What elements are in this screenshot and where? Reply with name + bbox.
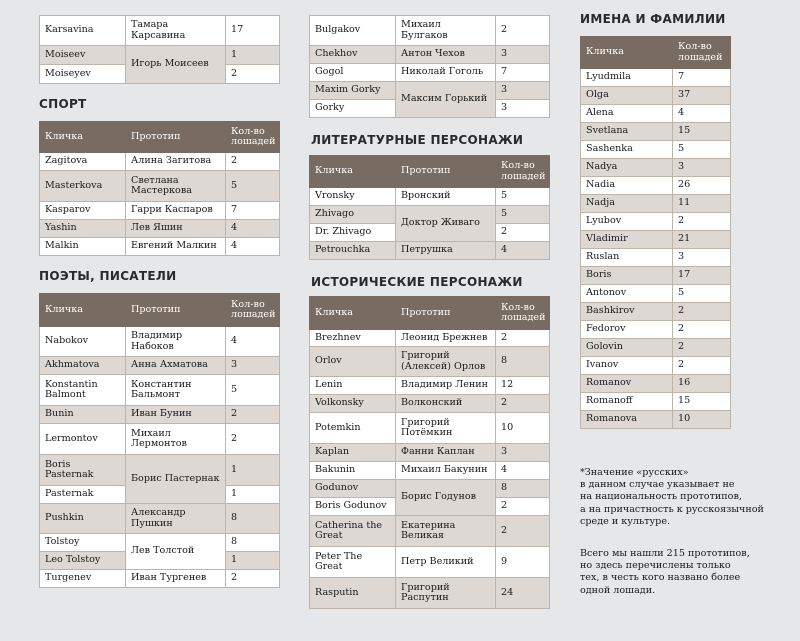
name-cell: Bakunin — [310, 462, 396, 480]
proto-cell: Анна Ахматова — [126, 357, 226, 375]
name-cell: Boris — [581, 267, 673, 285]
table-row — [581, 285, 731, 303]
count-cell: 3 — [496, 46, 550, 64]
proto-cell: Вронский — [396, 188, 496, 206]
count-cell: 10 — [496, 413, 550, 444]
proto-cell: Светлана Мастеркова — [126, 171, 226, 202]
count-cell: 2 — [226, 424, 280, 455]
name-cell: Lermontov — [40, 424, 126, 455]
proto-cell: Григорий (Алексей) Орлов — [396, 347, 496, 377]
count-cell: 4 — [496, 462, 550, 480]
name-cell: Potemkin — [310, 413, 396, 444]
count-cell: 5 — [226, 171, 280, 202]
name-cell: Nadya — [581, 159, 673, 177]
table-row — [310, 377, 550, 395]
header-proto: Прототип — [396, 156, 496, 188]
table-row — [310, 242, 550, 260]
proto-cell: Доктор Живаго — [396, 206, 496, 242]
name-cell: Karsavina — [40, 16, 126, 46]
header-name: Кличка — [310, 297, 396, 330]
mid-top-table — [309, 15, 550, 118]
count-cell: 24 — [496, 578, 550, 609]
historic-table — [309, 296, 550, 609]
name-cell: Lyudmila — [581, 69, 673, 87]
header-count: Кол-во лошадей — [673, 37, 731, 69]
name-cell: Lenin — [310, 377, 396, 395]
count-cell: 5 — [496, 206, 550, 224]
name-cell: Bulgakov — [310, 16, 396, 46]
table-row — [581, 105, 731, 123]
name-cell: Godunov — [310, 480, 396, 498]
proto-cell: Михаил Булгаков — [396, 16, 496, 46]
count-cell: 16 — [673, 375, 731, 393]
name-cell: Svetlana — [581, 123, 673, 141]
proto-cell: Тамара Карсавина — [126, 16, 226, 46]
count-cell: 2 — [496, 224, 550, 242]
count-cell: 7 — [226, 202, 280, 220]
name-cell: Masterkova — [40, 171, 126, 202]
table-row — [310, 516, 550, 547]
poets-table — [39, 293, 280, 588]
count-cell: 8 — [496, 480, 550, 498]
table-row — [310, 347, 550, 377]
table-row — [40, 375, 280, 406]
table-row — [40, 202, 280, 220]
name-cell: Nadja — [581, 195, 673, 213]
proto-cell: Петр Великий — [396, 547, 496, 578]
top-left-table — [39, 15, 280, 84]
count-cell: 37 — [673, 87, 731, 105]
header-row — [581, 37, 731, 69]
proto-cell: Михаил Бакунин — [396, 462, 496, 480]
table-row — [581, 159, 731, 177]
count-cell: 4 — [226, 327, 280, 357]
table-row — [581, 339, 731, 357]
table-row — [310, 462, 550, 480]
count-cell: 2 — [673, 321, 731, 339]
footnote: *Значение «русских» в данном случае указывает не на национальность прототипов, а на причастность к русскоязычной среде и культуре. — [580, 467, 764, 527]
name-cell: Nabokov — [40, 327, 126, 357]
table-row — [310, 480, 550, 498]
table-row — [40, 220, 280, 238]
header-proto: Прототип — [126, 122, 226, 153]
table-row — [40, 171, 280, 202]
name-cell: Pushkin — [40, 504, 126, 534]
count-cell: 1 — [226, 46, 280, 65]
proto-cell: Лев Яшин — [126, 220, 226, 238]
name-cell: Romanov — [581, 375, 673, 393]
header-name: Кличка — [310, 156, 396, 188]
name-cell: Golovin — [581, 339, 673, 357]
name-cell: Nadia — [581, 177, 673, 195]
count-cell: 4 — [496, 242, 550, 260]
table-row — [581, 231, 731, 249]
table-row — [310, 206, 550, 224]
count-cell: 17 — [226, 16, 280, 46]
table-row — [310, 82, 550, 100]
table-row — [40, 327, 280, 357]
table-row — [310, 64, 550, 82]
name-cell: Volkonsky — [310, 395, 396, 413]
proto-cell: Михаил Лермонтов — [126, 424, 226, 455]
name-cell: Fedorov — [581, 321, 673, 339]
header-row — [40, 294, 280, 327]
section-title-literary: ЛИТЕРАТУРНЫЕ ПЕРСОНАЖИ — [311, 133, 524, 147]
section-title-poets: ПОЭТЫ, ПИСАТЕЛИ — [39, 269, 177, 283]
proto-cell: Борис Пастернак — [126, 455, 226, 504]
count-cell: 2 — [496, 498, 550, 516]
header-count: Кол-во лошадей — [496, 297, 550, 330]
header-count: Кол-во лошадей — [496, 156, 550, 188]
header-name: Кличка — [40, 294, 126, 327]
name-cell: Orlov — [310, 347, 396, 377]
count-cell: 2 — [673, 339, 731, 357]
table-row — [40, 504, 280, 534]
name-cell: Peter The Great — [310, 547, 396, 578]
table-row — [40, 153, 280, 171]
name-cell: Moiseyev — [40, 65, 126, 84]
count-cell: 17 — [673, 267, 731, 285]
name-cell: Ruslan — [581, 249, 673, 267]
count-cell: 1 — [226, 486, 280, 504]
table-row — [40, 424, 280, 455]
count-cell: 3 — [673, 249, 731, 267]
proto-cell: Григорий Распутин — [396, 578, 496, 609]
table-row — [310, 444, 550, 462]
name-cell: Chekhov — [310, 46, 396, 64]
table-row — [581, 375, 731, 393]
count-cell: 26 — [673, 177, 731, 195]
name-cell: Bashkirov — [581, 303, 673, 321]
table-row — [581, 141, 731, 159]
count-cell: 8 — [226, 534, 280, 552]
name-cell: Vronsky — [310, 188, 396, 206]
name-cell: Malkin — [40, 238, 126, 256]
proto-cell: Волконский — [396, 395, 496, 413]
table-row — [40, 570, 280, 588]
proto-cell: Леонид Брежнев — [396, 330, 496, 347]
count-cell: 10 — [673, 411, 731, 429]
count-cell: 15 — [673, 123, 731, 141]
proto-cell: Александр Пушкин — [126, 504, 226, 534]
name-cell: Leo Tolstoy — [40, 552, 126, 570]
name-cell: Tolstoy — [40, 534, 126, 552]
name-cell: Moiseev — [40, 46, 126, 65]
table-row — [581, 267, 731, 285]
name-cell: Pasternak — [40, 486, 126, 504]
proto-cell: Евгений Малкин — [126, 238, 226, 256]
name-cell: Brezhnev — [310, 330, 396, 347]
proto-cell: Владимир Ленин — [396, 377, 496, 395]
table-row — [40, 534, 280, 552]
table-row — [310, 395, 550, 413]
count-cell: 2 — [673, 213, 731, 231]
name-cell: Olga — [581, 87, 673, 105]
names-table — [580, 36, 731, 429]
table-row — [581, 123, 731, 141]
name-cell: Bunin — [40, 406, 126, 424]
table-row — [310, 330, 550, 347]
count-cell: 9 — [496, 547, 550, 578]
section-title-sport: СПОРТ — [39, 97, 87, 111]
name-cell: Dr. Zhivago — [310, 224, 396, 242]
name-cell: Konstantin Balmont — [40, 375, 126, 406]
count-cell: 2 — [226, 153, 280, 171]
table-row — [40, 238, 280, 256]
count-cell: 2 — [673, 303, 731, 321]
header-row — [310, 156, 550, 188]
name-cell: Maxim Gorky — [310, 82, 396, 100]
proto-cell: Гарри Каспаров — [126, 202, 226, 220]
count-cell: 5 — [673, 141, 731, 159]
table-row — [581, 357, 731, 375]
count-cell: 7 — [673, 69, 731, 87]
header-proto: Прототип — [396, 297, 496, 330]
header-proto: Прототип — [126, 294, 226, 327]
name-cell: Kaplan — [310, 444, 396, 462]
header-name: Кличка — [40, 122, 126, 153]
name-cell: Zhivago — [310, 206, 396, 224]
count-cell: 3 — [496, 100, 550, 118]
table-row — [581, 213, 731, 231]
table-row — [310, 547, 550, 578]
name-cell: Romanova — [581, 411, 673, 429]
count-cell: 2 — [496, 16, 550, 46]
count-cell: 2 — [496, 395, 550, 413]
header-count: Кол-во лошадей — [226, 122, 280, 153]
proto-cell: Антон Чехов — [396, 46, 496, 64]
count-cell: 2 — [496, 516, 550, 547]
proto-cell: Григорий Потёмкин — [396, 413, 496, 444]
count-cell: 4 — [226, 220, 280, 238]
name-cell: Kasparov — [40, 202, 126, 220]
header-name: Кличка — [581, 37, 673, 69]
count-cell: 3 — [496, 444, 550, 462]
count-cell: 1 — [226, 455, 280, 486]
count-cell: 2 — [226, 65, 280, 84]
count-cell: 12 — [496, 377, 550, 395]
count-cell: 11 — [673, 195, 731, 213]
name-cell: Petrouchka — [310, 242, 396, 260]
table-row — [40, 455, 280, 486]
count-cell: 5 — [496, 188, 550, 206]
count-cell: 8 — [496, 347, 550, 377]
proto-cell: Иван Тургенев — [126, 570, 226, 588]
table-row — [40, 357, 280, 375]
name-cell: Boris Godunov — [310, 498, 396, 516]
proto-cell: Константин Бальмонт — [126, 375, 226, 406]
name-cell: Lyubov — [581, 213, 673, 231]
table-row — [40, 16, 280, 46]
name-cell: Ivanov — [581, 357, 673, 375]
table-row — [581, 411, 731, 429]
table-row — [581, 393, 731, 411]
name-cell: Akhmatova — [40, 357, 126, 375]
name-cell: Rasputin — [310, 578, 396, 609]
count-cell: 5 — [673, 285, 731, 303]
table-row — [40, 406, 280, 424]
count-cell: 2 — [496, 330, 550, 347]
proto-cell: Николай Гоголь — [396, 64, 496, 82]
name-cell: Turgenev — [40, 570, 126, 588]
count-cell: 2 — [226, 570, 280, 588]
count-cell: 21 — [673, 231, 731, 249]
count-cell: 8 — [226, 504, 280, 534]
proto-cell: Петрушка — [396, 242, 496, 260]
name-cell: Catherina the Great — [310, 516, 396, 547]
summary-note: Всего мы нашли 215 прототипов, но здесь перечислены только тех, в честь кого названо более одной лошади. — [580, 548, 750, 596]
count-cell: 3 — [226, 357, 280, 375]
count-cell: 4 — [673, 105, 731, 123]
proto-cell: Екатерина Великая — [396, 516, 496, 547]
count-cell: 2 — [226, 406, 280, 424]
header-count: Кол-во лошадей — [226, 294, 280, 327]
count-cell: 3 — [496, 82, 550, 100]
header-row — [40, 122, 280, 153]
name-cell: Boris Pasternak — [40, 455, 126, 486]
count-cell: 1 — [226, 552, 280, 570]
table-row — [310, 578, 550, 609]
count-cell: 4 — [226, 238, 280, 256]
table-row — [310, 16, 550, 46]
proto-cell: Иван Бунин — [126, 406, 226, 424]
count-cell: 7 — [496, 64, 550, 82]
table-row — [581, 177, 731, 195]
table-row — [310, 188, 550, 206]
header-row — [310, 297, 550, 330]
name-cell: Gorky — [310, 100, 396, 118]
count-cell: 2 — [673, 357, 731, 375]
table-row — [581, 321, 731, 339]
section-title-names: ИМЕНА И ФАМИЛИИ — [580, 12, 726, 26]
table-row — [40, 46, 280, 65]
count-cell: 5 — [226, 375, 280, 406]
table-row — [310, 46, 550, 64]
proto-cell: Алина Загитова — [126, 153, 226, 171]
table-row — [581, 87, 731, 105]
proto-cell: Максим Горький — [396, 82, 496, 118]
table-row — [581, 303, 731, 321]
sport-table — [39, 121, 280, 256]
table-row — [581, 195, 731, 213]
count-cell: 3 — [673, 159, 731, 177]
proto-cell: Лев Толстой — [126, 534, 226, 570]
table-row — [310, 413, 550, 444]
name-cell: Gogol — [310, 64, 396, 82]
name-cell: Yashin — [40, 220, 126, 238]
name-cell: Romanoff — [581, 393, 673, 411]
proto-cell: Борис Годунов — [396, 480, 496, 516]
name-cell: Vladimir — [581, 231, 673, 249]
proto-cell: Владимир Набоков — [126, 327, 226, 357]
count-cell: 15 — [673, 393, 731, 411]
section-title-historic: ИСТОРИЧЕСКИЕ ПЕРСОНАЖИ — [311, 275, 523, 289]
name-cell: Sashenka — [581, 141, 673, 159]
proto-cell: Фанни Каплан — [396, 444, 496, 462]
literary-table — [309, 155, 550, 260]
proto-cell: Игорь Моисеев — [126, 46, 226, 84]
table-row — [581, 249, 731, 267]
name-cell: Alena — [581, 105, 673, 123]
table-row — [581, 69, 731, 87]
name-cell: Antonov — [581, 285, 673, 303]
name-cell: Zagitova — [40, 153, 126, 171]
